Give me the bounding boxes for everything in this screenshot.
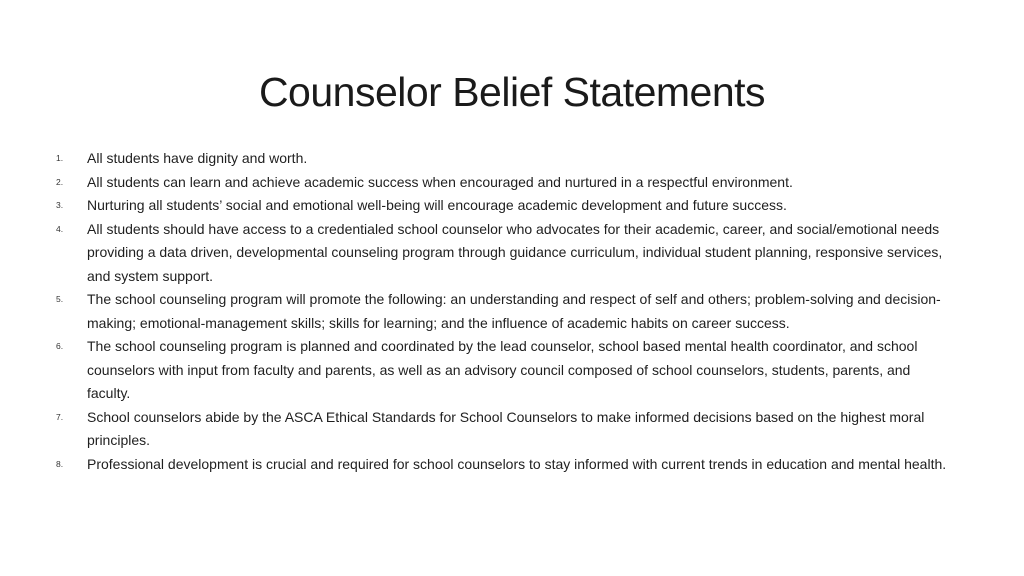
list-item [56, 406, 951, 453]
list-item-number: 6. [56, 341, 64, 351]
list-item-number: 4. [56, 223, 64, 234]
belief-statements-list [56, 147, 951, 476]
list-item-number: 8. [56, 458, 64, 469]
list-item-number: 3. [56, 200, 64, 210]
slide-title: Counselor Belief Statements [258, 69, 766, 115]
list-item [56, 288, 951, 335]
list-item [56, 147, 951, 171]
list-item-text: School counselors abide by the ASCA Ethical Standards for School Counselors to make informed decisions based on the highest moral principles. [87, 408, 925, 448]
list-item-text: The school counseling program is planned and coordinated by the lead counselor, school based mental health coordinator, and school counselors with input from faculty and parents, as well as an advisory council composed of school counselors, students, parents, and faculty. [87, 338, 918, 401]
list-item-number: 2. [56, 176, 64, 187]
list-item-text: Nurturing all students’ social and emotional well-being will encourage academic development and future success. [87, 197, 787, 213]
list-item [56, 218, 951, 289]
list-item-text: Professional development is crucial and required for school counselors to stay informed with current trends in education and mental health. [87, 455, 947, 472]
list-item-text: All students have dignity and worth. [87, 150, 308, 166]
list-item [56, 194, 951, 218]
list-item-text: The school counseling program will promote the following: an understanding and respect of self and others; problem-solving and decision-making; emotional-management skills; skills for learning; and the influence of academic habits on career success. [87, 291, 941, 331]
list-item-text: All students should have access to a credentialed school counselor who advocates for their academic, career, and social/emotional needs providing a data driven, developmental counseling program through guidance curriculum, individual student planning, responsive services, and system support. [87, 220, 943, 284]
list-item-number: 1. [56, 153, 64, 163]
list-item-text: All students can learn and achieve academic success when encouraged and nurtured in a respectful environment. [87, 173, 793, 190]
list-item-number: 7. [56, 411, 64, 422]
list-item [56, 453, 951, 477]
list-item-number: 5. [56, 294, 64, 304]
list-item [56, 171, 951, 195]
list-item [56, 335, 951, 406]
